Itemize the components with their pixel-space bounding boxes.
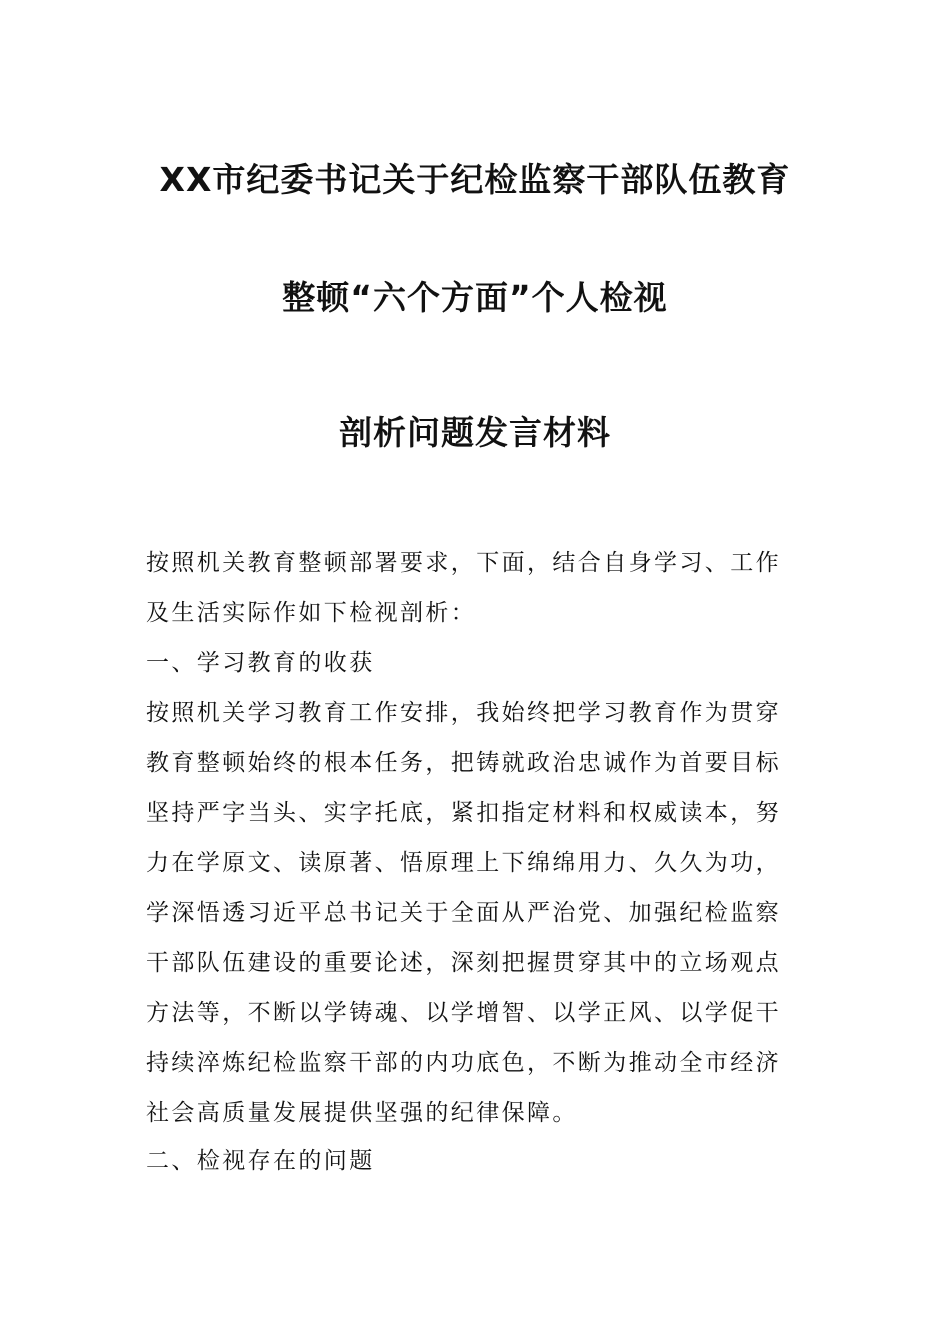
body-line: 教育整顿始终的根本任务，把铸就政治忠诚作为首要目标 (146, 750, 781, 776)
title-line-1: XX市纪委书记关于纪检监察干部队伍教育 (159, 160, 791, 199)
section-heading-text: 二、检视存在的问题 (146, 1148, 375, 1174)
body-line: 方法等，不断以学铸魂、以学增智、以学正风、以学促干 (146, 1000, 781, 1026)
title-line-2: 整顿“六个方面”个人检视 (282, 278, 668, 317)
title-line-3: 剖析问题发言材料 (339, 413, 611, 452)
section-heading-text: 一、学习教育的收获 (146, 650, 375, 676)
section1-paragraph (146, 688, 806, 1138)
body-line: 干部队伍建设的重要论述，深刻把握贯穿其中的立场观点 (146, 950, 781, 976)
body-line: 坚持严字当头、实字托底，紧扣指定材料和权威读本，努 (146, 800, 781, 826)
body-line: 持续淬炼纪检监察干部的内功底色，不断为推动全市经济 (146, 1050, 781, 1076)
body-line: 学深悟透习近平总书记关于全面从严治党、加强纪检监察 (146, 900, 781, 926)
body-line: 力在学原文、读原著、悟原理上下绵绵用力、久久为功， (146, 850, 781, 876)
body-line: 按照机关学习教育工作安排，我始终把学习教育作为贯穿 (146, 700, 781, 726)
section-heading-problems (146, 1136, 806, 1186)
intro-paragraph (146, 538, 806, 638)
intro-line: 及生活实际作如下检视剖析： (146, 600, 477, 626)
section-heading-harvest (146, 638, 806, 688)
intro-line: 按照机关教育整顿部署要求，下面，结合自身学习、工作 (146, 550, 781, 576)
body-line: 社会高质量发展提供坚强的纪律保障。 (146, 1100, 578, 1126)
